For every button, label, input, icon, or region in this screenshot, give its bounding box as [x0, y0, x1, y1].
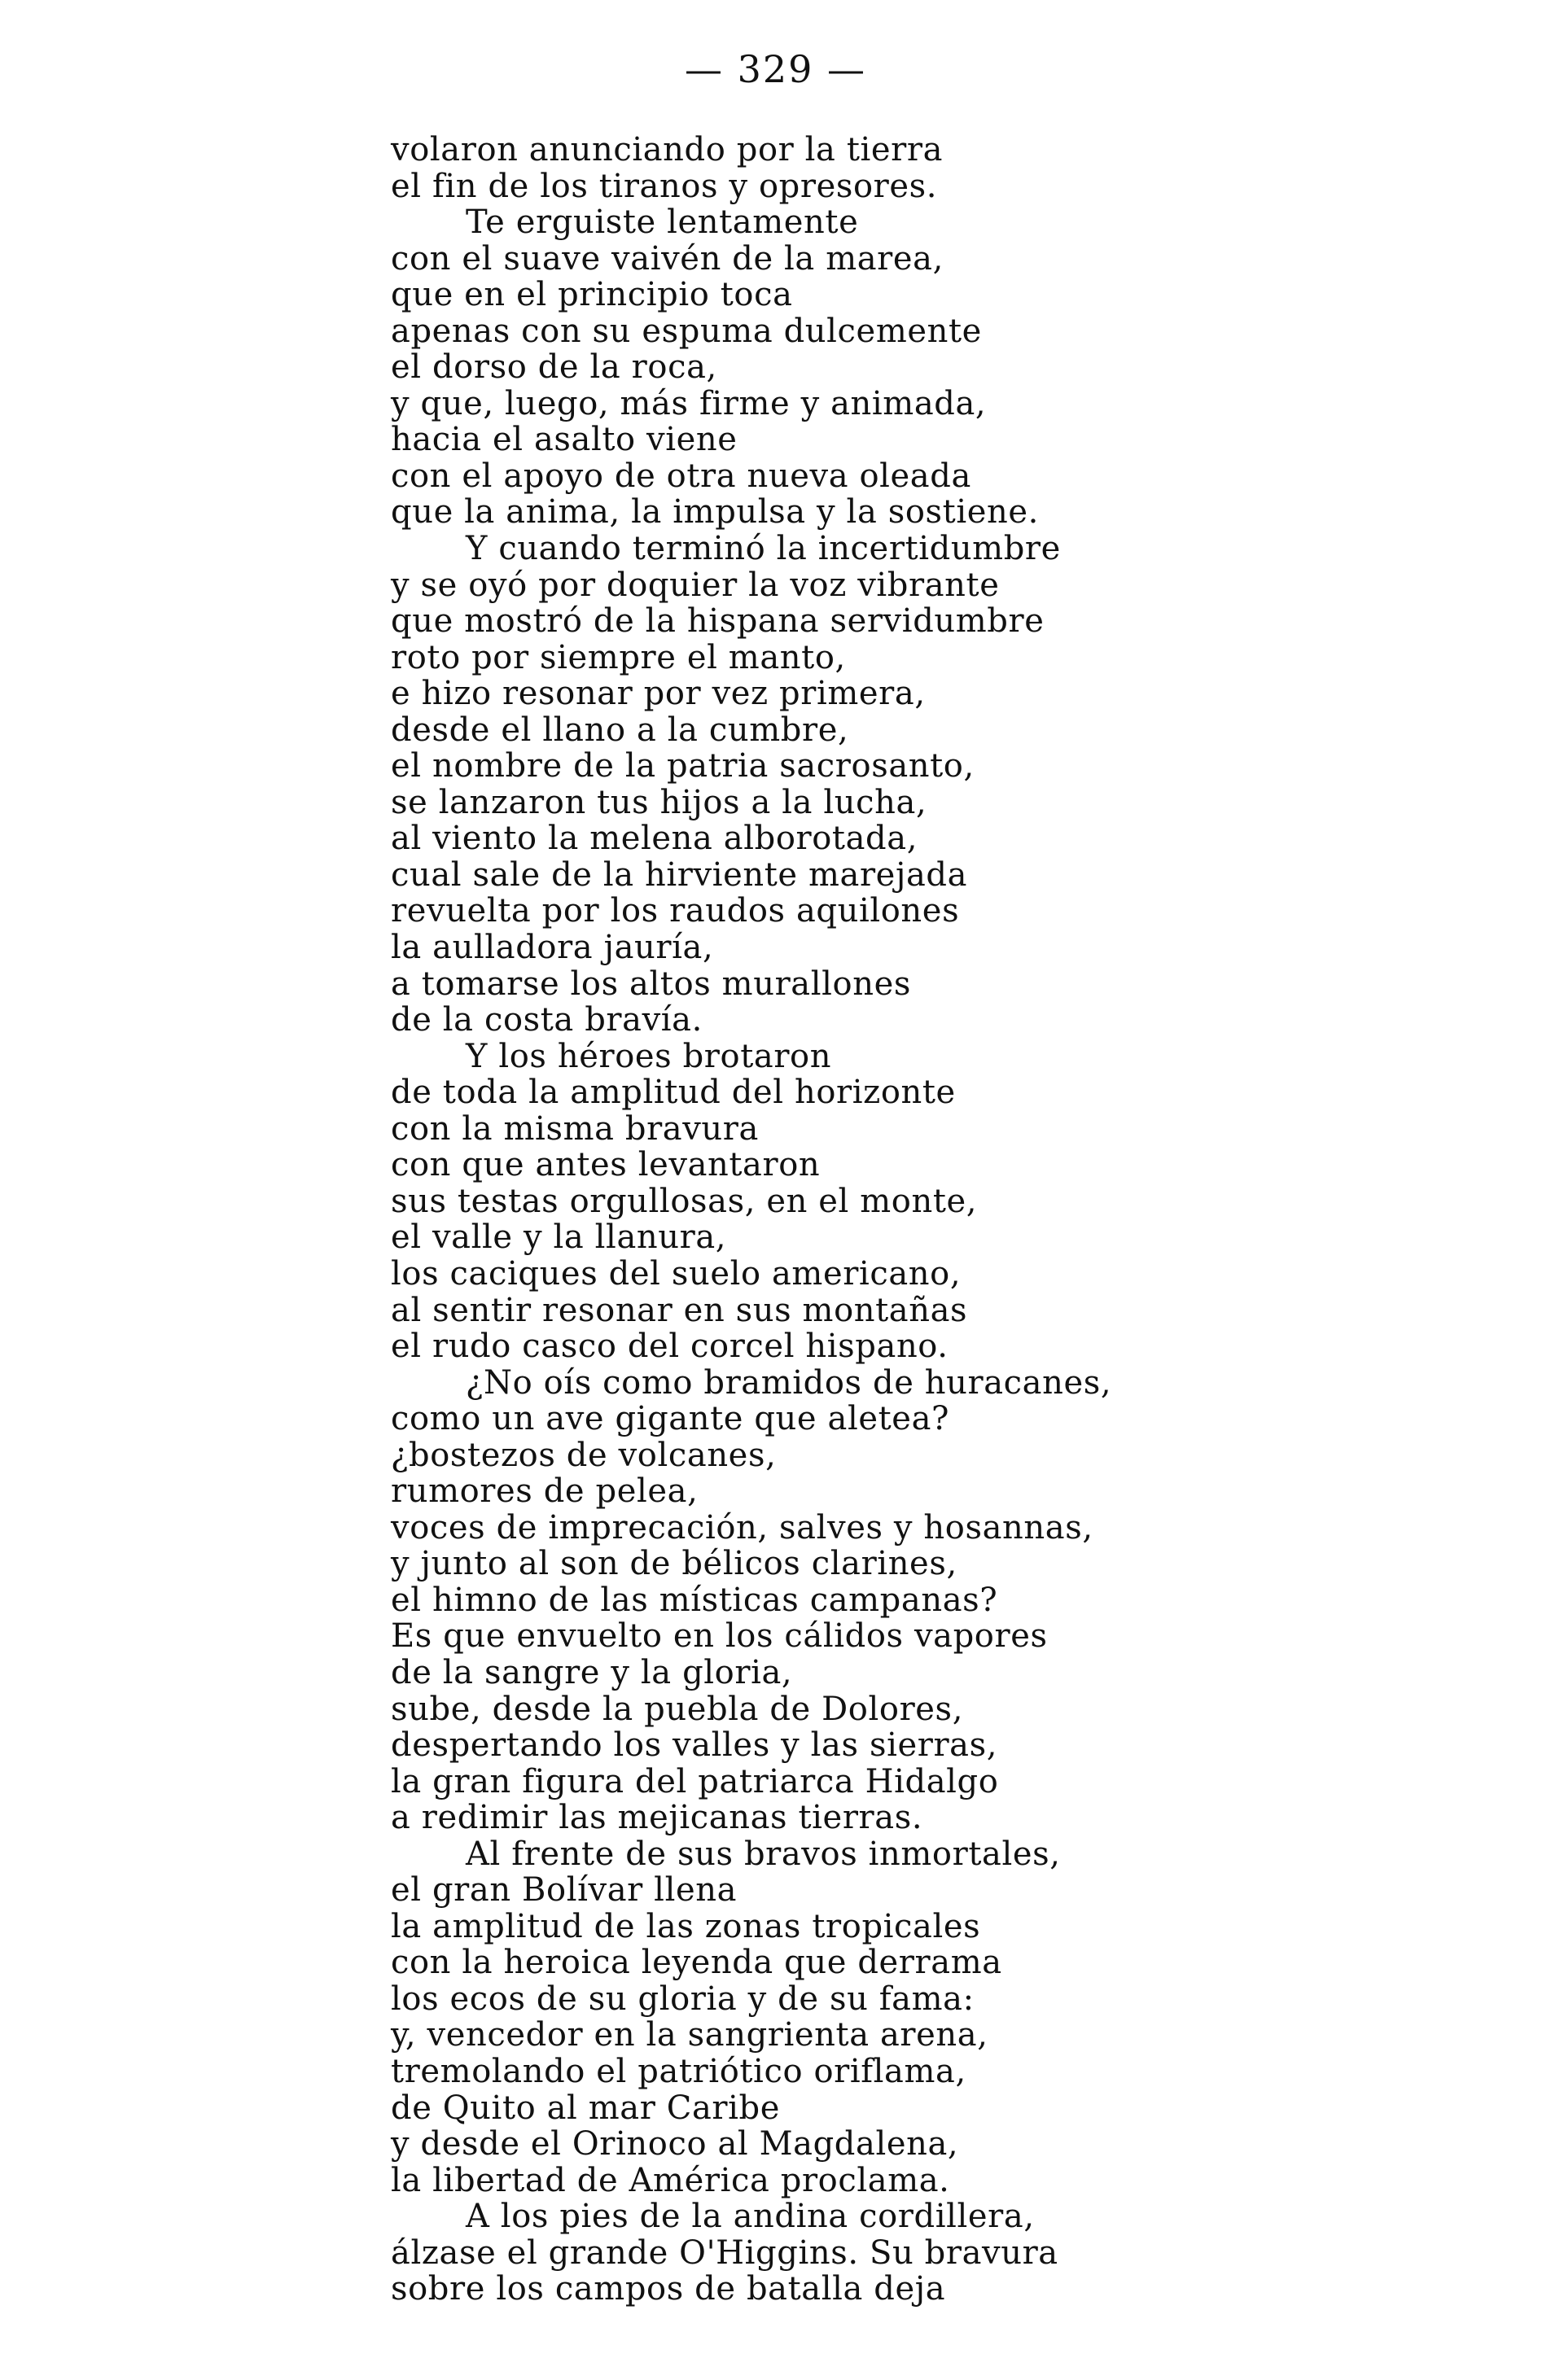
- poem-line: ¿bostezos de volcanes,: [391, 1436, 777, 1474]
- poem-line: la aulladora jauría,: [391, 929, 714, 967]
- poem-line: a redimir las mejicanas tierras.: [391, 1799, 923, 1837]
- poem-line: de la costa bravía.: [391, 1001, 703, 1039]
- poem-line: de Quito al mar Caribe: [391, 2089, 781, 2127]
- poem-line: sus testas orgullosas, en el monte,: [391, 1182, 978, 1220]
- poem-line: con la misma bravura: [391, 1109, 759, 1148]
- poem-line: que la anima, la impulsa y la sostiene.: [391, 493, 1039, 532]
- poem-line: a tomarse los altos murallones: [391, 965, 911, 1003]
- poem-line: el valle y la llanura,: [391, 1218, 727, 1257]
- poem-line: cual sale de la hirviente marejada: [391, 855, 968, 894]
- poem-line: la libertad de América proclama.: [391, 2161, 950, 2199]
- poem-line: el himno de las místicas campanas?: [391, 1581, 998, 1619]
- poem-line: al viento la melena alborotada,: [391, 820, 918, 858]
- poem-line: se lanzaron tus hijos a la lucha,: [391, 783, 927, 821]
- page-number: — 329 —: [684, 47, 867, 91]
- poem-line: de toda la amplitud del horizonte: [391, 1074, 956, 1112]
- poem-line: los ecos de su gloria y de su fama:: [391, 1980, 975, 2018]
- poem-line: y, vencedor en la sangrienta arena,: [391, 2016, 988, 2054]
- poem-body: [391, 132, 1514, 2308]
- poem-line: el rudo casco del corcel hispano.: [391, 1328, 949, 1366]
- poem-line: voces de imprecación, salves y hosannas,: [391, 1508, 1093, 1547]
- poem-line: despertando los valles y las sierras,: [391, 1726, 998, 1765]
- poem-line: de la sangre y la gloria,: [391, 1653, 793, 1691]
- poem-line: Al frente de sus bravos inmortales,: [466, 1835, 1061, 1873]
- poem-line: volaron anunciando por la tierra: [391, 131, 944, 168]
- poem-line: sube, desde la puebla de Dolores,: [391, 1690, 964, 1728]
- poem-line: que en el principio toca: [391, 276, 793, 314]
- poem-line: álzase el grande O'Higgins. Su bravura: [391, 2233, 1058, 2272]
- poem-line: A los pies de la andina cordillera,: [466, 2198, 1035, 2236]
- poem-line: con que antes levantaron: [391, 1146, 821, 1184]
- poem-line: el dorso de la roca,: [391, 348, 717, 387]
- poem-line: e hizo resonar por vez primera,: [391, 675, 926, 713]
- poem-line: la amplitud de las zonas tropicales: [391, 1907, 981, 1945]
- poem-line: Y los héroes brotaron: [466, 1037, 832, 1075]
- poem-line: hacia el asalto viene: [391, 421, 738, 459]
- poem-line: ¿No oís como bramidos de huracanes,: [466, 1363, 1112, 1402]
- poem-line: revuelta por los raudos aquilones: [391, 892, 960, 930]
- poem-line: Te erguiste lentamente: [466, 203, 859, 242]
- poem-line: tremolando el patriótico oriflama,: [391, 2052, 966, 2090]
- poem-line: y junto al son de bélicos clarines,: [391, 1545, 957, 1583]
- poem-line: rumores de pelea,: [391, 1472, 699, 1511]
- poem-line: los caciques del suelo americano,: [391, 1254, 962, 1293]
- poem-line: Y cuando terminó la incertidumbre: [466, 530, 1061, 568]
- poem-line: que mostró de la hispana servidumbre: [391, 602, 1045, 641]
- poem-line: apenas con su espuma dulcemente: [391, 312, 982, 350]
- poem-line: desde el llano a la cumbre,: [391, 711, 849, 749]
- poem-line: al sentir resonar en sus montañas: [391, 1291, 968, 1329]
- poem-line: roto por siempre el manto,: [391, 638, 846, 676]
- poem-line: y se oyó por doquier la voz vibrante: [391, 566, 1000, 604]
- poem-line: el nombre de la patria sacrosanto,: [391, 747, 975, 785]
- poem-line: y que, luego, más firme y animada,: [391, 384, 987, 422]
- poem-line: el fin de los tiranos y opresores.: [391, 167, 938, 205]
- poem-line: con la heroica leyenda que derrama: [391, 1944, 1002, 1982]
- poem-line: la gran figura del patriarca Hidalgo: [391, 1762, 999, 1800]
- poem-line: el gran Bolívar llena: [391, 1871, 738, 1910]
- poem-line: con el apoyo de otra nueva oleada: [391, 457, 971, 495]
- poem-line: Es que envuelto en los cálidos vapores: [391, 1617, 1048, 1656]
- poem-line: sobre los campos de batalla deja: [391, 2270, 946, 2308]
- poem-line: y desde el Orinoco al Magdalena,: [391, 2125, 959, 2163]
- poem-line: como un ave gigante que aletea?: [391, 1400, 950, 1438]
- poem-line: con el suave vaivén de la marea,: [391, 239, 944, 278]
